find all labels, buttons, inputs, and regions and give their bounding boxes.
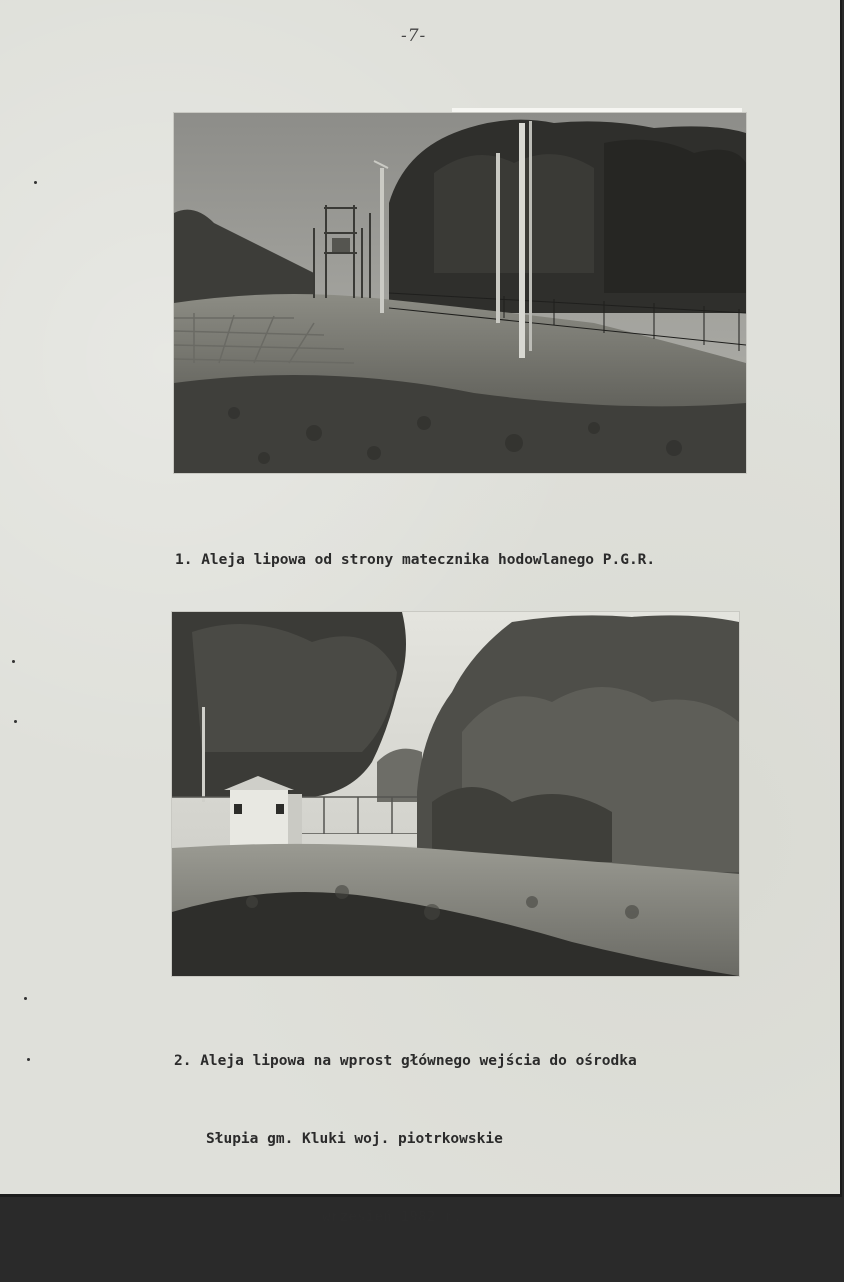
- margin-mark: [14, 720, 17, 723]
- margin-mark: [12, 660, 15, 663]
- photo-1: [174, 113, 746, 473]
- margin-mark: [34, 181, 37, 184]
- photo-2: [172, 612, 739, 976]
- margin-mark: [27, 1058, 30, 1061]
- caption-line: Słupia gm. Kluki woj. piotrkowskie: [206, 1131, 503, 1147]
- page-number: -7-: [401, 26, 427, 46]
- photo-2-image: [172, 612, 739, 976]
- photo-2-caption: [174, 996, 637, 1282]
- margin-mark: [24, 997, 27, 1000]
- photo-1-image: [174, 113, 746, 473]
- caption-line: 2. Aleja lipowa na wprost głównego wejścia do ośrodka: [174, 1053, 637, 1069]
- caption-line: wrzesień 1982 r.: [322, 1209, 462, 1225]
- caption-line: 1. Aleja lipowa od strony matecznika hodowlanego P.G.R.: [175, 552, 656, 568]
